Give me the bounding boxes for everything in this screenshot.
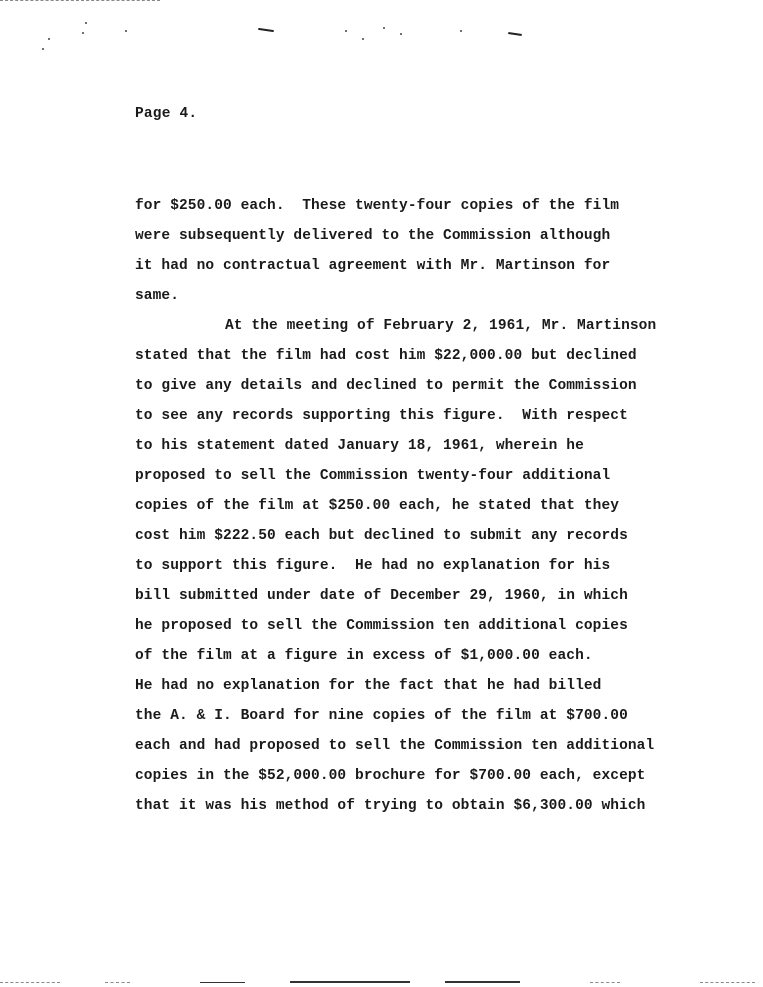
text-line: to see any records supporting this figure. With respect — [135, 408, 628, 424]
text-line: it had no contractual agreement with Mr. Martinson for — [135, 258, 611, 274]
text-line: proposed to sell the Commission twenty-four additional — [135, 468, 611, 484]
text-line: the A. & I. Board for nine copies of the film at $700.00 — [135, 708, 628, 724]
scan-footer-line — [290, 981, 410, 983]
scan-edge-artifact — [590, 982, 620, 984]
text-line: cost him $222.50 each but declined to submit any records — [135, 528, 628, 544]
text-line: copies of the film at $250.00 each, he stated that they — [135, 498, 620, 514]
scan-speck — [400, 33, 402, 35]
paragraph-start-line: At the meeting of February 2, 1961, Mr. Martinson — [225, 318, 657, 334]
scan-speck — [85, 22, 87, 24]
text-line: stated that the film had cost him $22,000.00 but declined — [135, 348, 637, 364]
scan-speck — [48, 38, 50, 40]
page-number: Page 4. — [135, 106, 198, 122]
text-line: each and had proposed to sell the Commission ten additional — [135, 738, 655, 754]
scan-mark — [508, 32, 522, 36]
body-text — [135, 195, 680, 825]
text-line: of the film at a figure in excess of $1,000.00 each. — [135, 648, 593, 664]
scan-edge-artifact — [105, 982, 130, 984]
text-line: were subsequently delivered to the Commission although — [135, 228, 611, 244]
scan-edge-artifact — [0, 982, 60, 984]
text-line: that it was his method of trying to obtain $6,300.00 which — [135, 798, 646, 814]
scan-speck — [383, 27, 385, 29]
scan-speck — [362, 38, 364, 40]
scan-footer-line — [445, 981, 520, 983]
text-line: copies in the $52,000.00 brochure for $700.00 each, except — [135, 768, 646, 784]
text-line: he proposed to sell the Commission ten additional copies — [135, 618, 628, 634]
scan-edge-artifact — [0, 0, 160, 2]
scan-footer-line — [200, 982, 245, 983]
scan-speck — [345, 30, 347, 32]
scan-mark — [258, 28, 274, 32]
text-line: for $250.00 each. These twenty-four copies of the film — [135, 198, 620, 214]
text-line: to his statement dated January 18, 1961, wherein he — [135, 438, 584, 454]
text-line: He had no explanation for the fact that he had billed — [135, 678, 602, 694]
scan-edge-artifact — [700, 982, 755, 984]
text-line: to support this figure. He had no explanation for his — [135, 558, 611, 574]
scan-speck — [460, 30, 462, 32]
scan-speck — [82, 32, 84, 34]
text-line: bill submitted under date of December 29, 1960, in which — [135, 588, 628, 604]
scan-speck — [42, 48, 44, 50]
text-line: to give any details and declined to permit the Commission — [135, 378, 637, 394]
text-line: same. — [135, 288, 180, 304]
scan-speck — [125, 30, 127, 32]
